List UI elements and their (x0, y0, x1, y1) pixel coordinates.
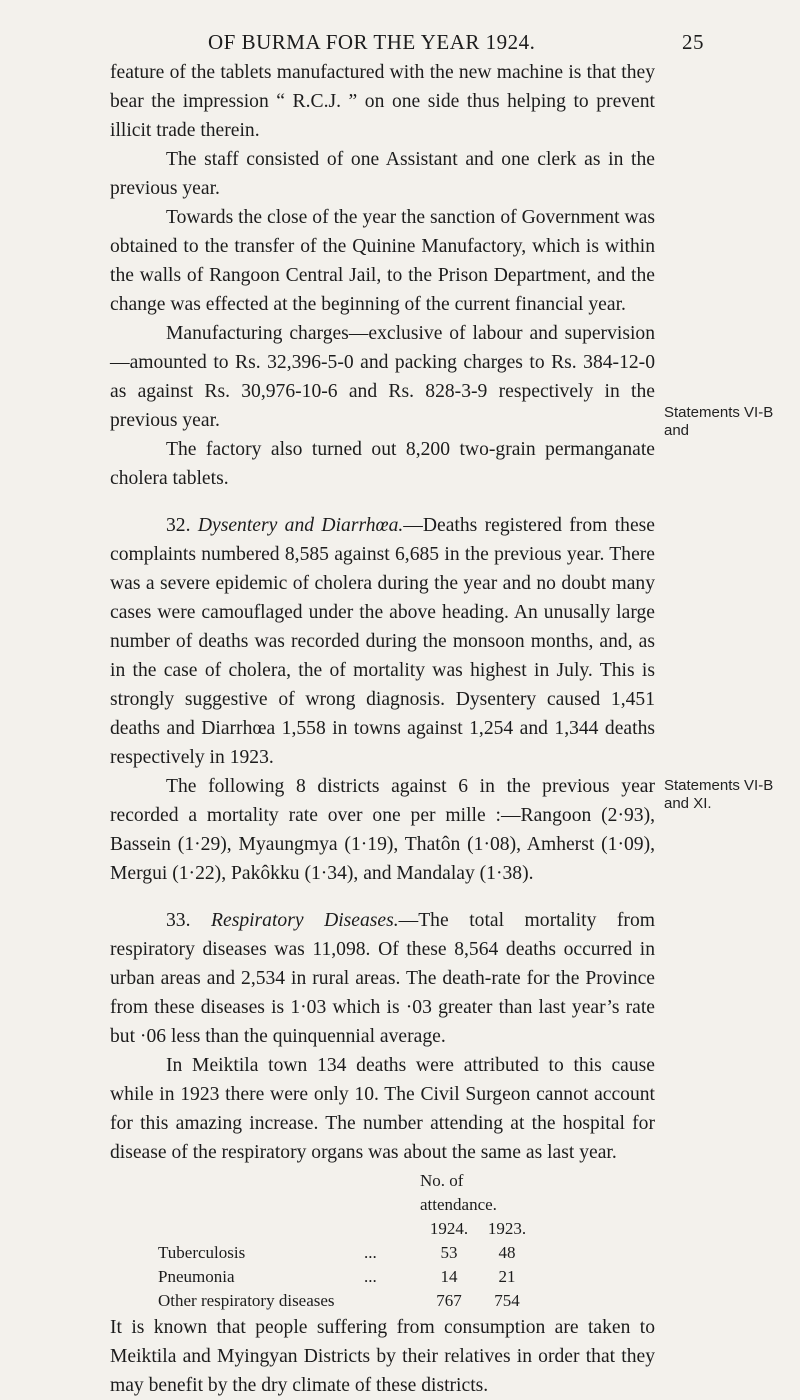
paragraph-staff: The staff consisted of one Assistant and one clerk as in the previous year. (110, 149, 655, 199)
row-leader: ... (364, 1267, 377, 1286)
section-32-text: —Deaths registered from these complaints numbered 8,585 against 6,685 in the previous year. There was a severe epidemic of cholera during the year and no doubt many cases were camouflaged under the above heading. An unusally large number of deaths was recorded during the monsoon months, and, as in the case of cholera, the of mortality was highest in July. This is strongly suggestive of wrong diagnosis. Dysentery caused 1,451 deaths and Diarrhœa 1,558 in towns against 1,254 and 1,344 deaths respectively in 1923. (110, 515, 655, 768)
paragraph-districts: The following 8 districts against 6 in the previous year recorded a mortality rate over one per mille :—Rangoon (2·93), Bassein (1·29), Myaungmya (1·19), Thatôn (1·08), Amherst (1·09), Mergui (1·22), Pakôkku (1·34), and Mandalay (1·38). (110, 776, 655, 884)
paragraph-transfer: Towards the close of the year the sanction of Government was obtained to the transfer of the Quinine Manufactory, which is within the walls of Rangoon Central Jail, to the Prison Department, and the change was effected at the beginning of the current financial year. (110, 207, 655, 315)
section-32-heading: Dysentery and Diarrhœa. (197, 515, 404, 536)
attendance-table (110, 1169, 536, 1313)
section-32-number: 32. (166, 515, 191, 536)
row-value-1923: 754 (494, 1291, 520, 1310)
page-header (0, 22, 800, 52)
section-33-number: 33. (166, 910, 191, 931)
row-value-1924: 53 (440, 1243, 458, 1262)
section-33-respiratory (110, 906, 655, 1051)
table-row (110, 1265, 536, 1289)
attendance-caption: No. of attendance. (420, 1171, 497, 1214)
year-1923-header: 1923. (487, 1219, 527, 1238)
table-row (110, 1241, 536, 1265)
row-value-1923: 48 (498, 1243, 516, 1262)
page-number: 25 (682, 30, 704, 54)
paragraph-tablets: feature of the tablets manufactured with the new machine is that they bear the impression “ R.C.J. ” on one side thus helping to prevent illicit trade therein. (110, 62, 655, 141)
paragraph-charges: Manufacturing charges—exclusive of labour and supervision—amounted to Rs. 32,396-5-0 and packing charges to Rs. 384-12-0 as against Rs. 30,976-10-6 and Rs. 828-3-9 respectively in the previous year. (110, 323, 655, 431)
margin-note-statements-vi-b-xi: Statements VI-B and XI. (664, 777, 774, 812)
row-leader: ... (364, 1243, 377, 1262)
margin-note-statements-vi-b: Statements VI-B and (664, 404, 774, 439)
row-label: Pneumonia (158, 1267, 235, 1286)
body-text (110, 58, 655, 1400)
paragraph-cholera-tablets: The factory also turned out 8,200 two-grain permanganate cholera tablets. (110, 439, 655, 489)
row-label: Other respiratory diseases (158, 1291, 335, 1310)
section-33-heading: Respiratory Diseases. (211, 910, 399, 931)
paragraph-meiktila: In Meiktila town 134 deaths were attributed to this cause while in 1923 there were only 10. The Civil Surgeon cannot account for this amazing increase. The number attending at the hospital for disease of the respiratory organs was about the same as last year. (110, 1055, 655, 1163)
year-1924-header: 1924. (429, 1219, 469, 1238)
row-value-1923: 21 (498, 1267, 516, 1286)
paragraph-consumption: It is known that people suffering from consumption are taken to Meiktila and Myingyan Districts by their relatives in order that they may benefit by the dry climate of these districts. (110, 1317, 655, 1396)
running-title: OF BURMA FOR THE YEAR 1924. (208, 30, 536, 54)
row-value-1924: 767 (436, 1291, 462, 1310)
row-label: Tuberculosis (158, 1243, 246, 1262)
section-33-text: —The total mortality from respiratory diseases was 11,098. Of these 8,564 deaths occurred in urban areas and 2,534 in rural areas. The death-rate for the Province from these diseases is 1·03 which is ·03 greater than last year’s rate but ·06 less than the quinquennial average. (110, 910, 655, 1047)
row-value-1924: 14 (440, 1267, 458, 1286)
table-row (110, 1289, 536, 1313)
section-32-dysentery (110, 511, 655, 772)
